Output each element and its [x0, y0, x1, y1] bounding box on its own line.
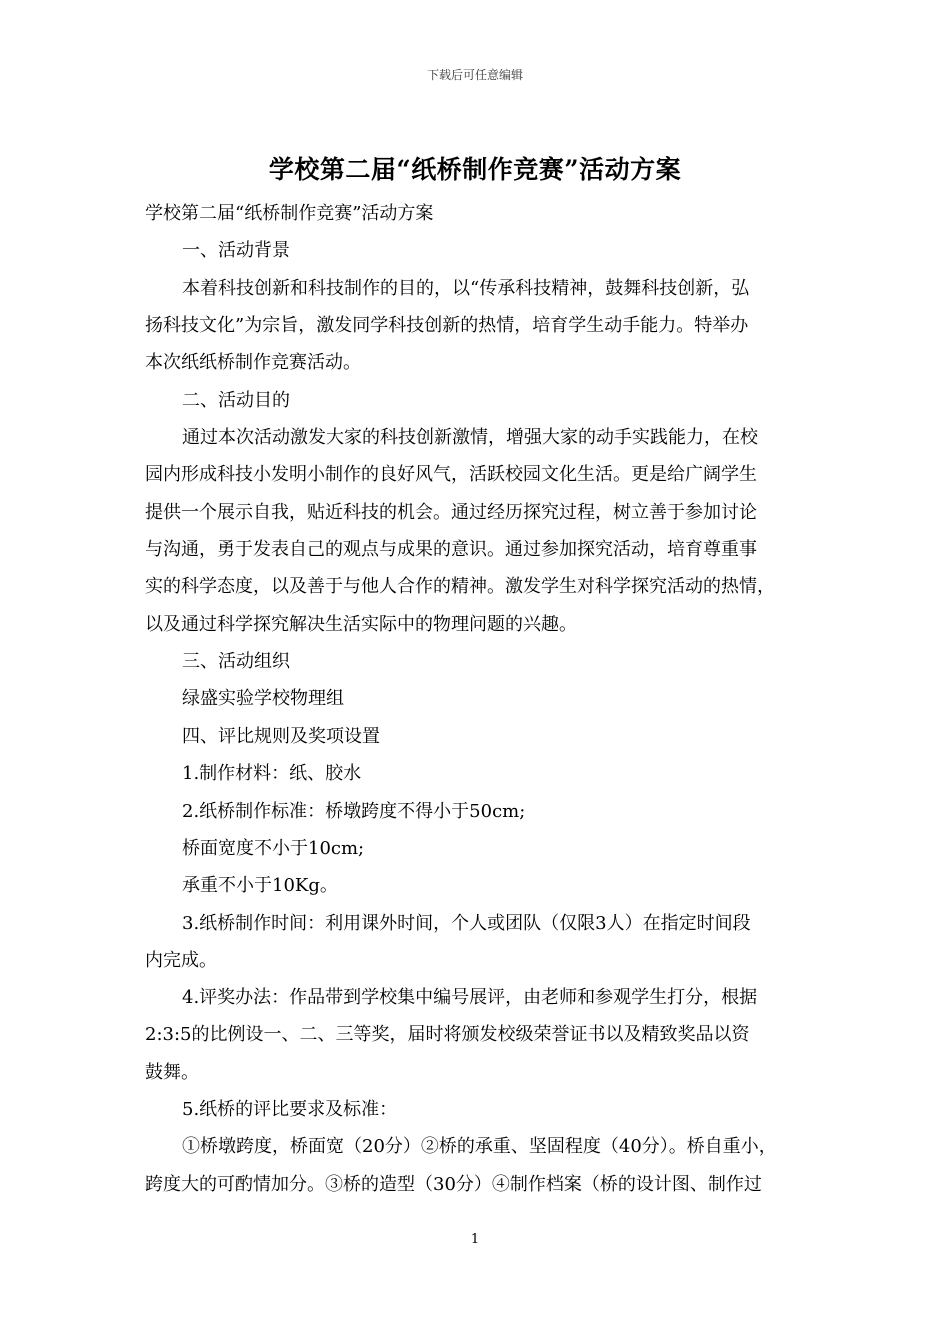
rule-item: 2.纸桥制作标准：桥墩跨度不得小于50cm;	[182, 801, 526, 822]
paragraph-line: 通过本次活动激发大家的科技创新激情，增强大家的动手实践能力，在校	[182, 427, 758, 448]
page-header: 下载后可任意编辑	[426, 68, 523, 82]
rule-item: 5.纸桥的评比要求及标准：	[182, 1099, 398, 1120]
rule-item: 2:3:5的比例设一、二、三等奖，届时将颁发校级荣誉证书以及精致奖品以资	[145, 1024, 750, 1045]
section-heading-rules: 四、评比规则及奖项设置	[182, 726, 380, 747]
section-heading-background: 一、活动背景	[182, 240, 290, 261]
paragraph-line: 与沟通，勇于发表自己的观点与成果的意识。通过参加探究活动，培育尊重事	[145, 539, 757, 560]
section-heading-purpose: 二、活动目的	[182, 390, 290, 411]
rule-item: 1.制作材料：纸、胶水	[182, 763, 362, 784]
rule-item: 4.评奖办法：作品带到学校集中编号展评，由老师和参观学生打分，根据	[182, 987, 758, 1008]
rule-item: 桥面宽度不小于10cm;	[182, 838, 365, 859]
document-title: 学校第二届“纸桥制作竞赛”活动方案	[268, 155, 682, 184]
page-number: 1	[470, 1232, 480, 1247]
rule-item: 鼓舞。	[145, 1062, 199, 1083]
rule-item: ①桥墩跨度，桥面宽（20分）②桥的承重、坚固程度（40分）。桥自重小，	[182, 1136, 777, 1157]
rule-item: 内完成。	[145, 950, 217, 971]
rule-item: 3.纸桥制作时间：利用课外时间，个人或团队（仅限3人）在指定时间段	[182, 913, 751, 934]
paragraph-line: 园内形成科技小发明小制作的良好风气，活跃校园文化生活。更是给广阔学生	[145, 464, 757, 485]
rule-item: 跨度大的可酌情加分。③桥的造型（30分）④制作档案（桥的设计图、制作过	[145, 1174, 762, 1195]
paragraph-line: 本着科技创新和科技制作的目的，以“传承科技精神，鼓舞科技创新，弘	[182, 278, 750, 299]
paragraph-line: 以及通过科学探究解决生活实际中的物理问题的兴趣。	[145, 614, 577, 635]
paragraph-line: 绿盛实验学校物理组	[182, 688, 344, 709]
paragraph-line: 扬科技文化”为宗旨，激发同学科技创新的热情，培育学生动手能力。特举办	[145, 315, 749, 336]
subtitle-line: 学校第二届“纸桥制作竞赛”活动方案	[145, 203, 434, 224]
section-heading-organization: 三、活动组织	[182, 651, 290, 672]
paragraph-line: 实的科学态度，以及善于与他人合作的精神。激发学生对科学探究活动的热情，	[145, 576, 775, 597]
rule-item: 承重不小于10Kg。	[182, 875, 338, 896]
paragraph-line: 本次纸纸桥制作竞赛活动。	[145, 352, 361, 373]
paragraph-line: 提供一个展示自我，贴近科技的机会。通过经历探究过程，树立善于参加讨论	[145, 502, 757, 523]
